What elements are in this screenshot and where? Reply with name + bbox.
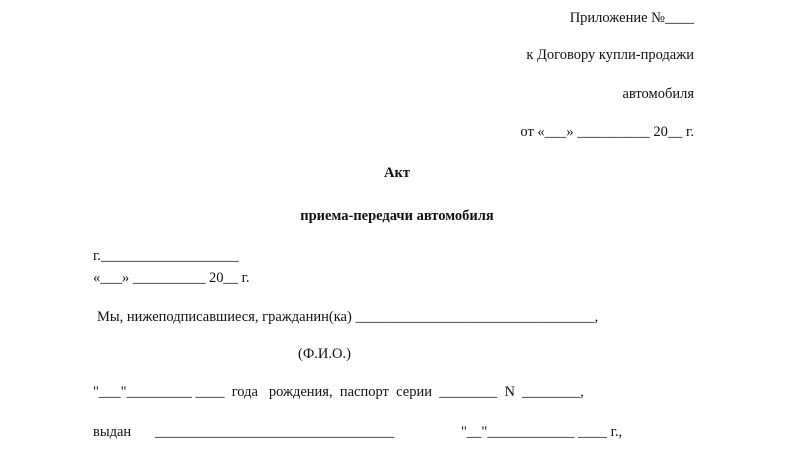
appendix-number: Приложение №____ xyxy=(569,10,694,26)
contract-subject: автомобиля xyxy=(622,86,694,102)
issued-date-field: "__"____________ ____ г., xyxy=(461,424,623,440)
intro-sentence: Мы, нижеподписавшиеся, гражданин(ка) _________________________________, xyxy=(97,309,599,325)
act-date-field: «___» __________ 20__ г. xyxy=(93,270,250,286)
issued-by-field: _________________________________ xyxy=(155,424,395,440)
contract-date: от «___» __________ 20__ г. xyxy=(520,124,694,140)
document-title: Акт xyxy=(384,165,410,181)
city-field: г.___________________ xyxy=(93,248,239,264)
birth-passport-line: "___"_________ ____ года рождения, паспорт серии ________ N ________, xyxy=(93,384,584,400)
document-subtitle: приема-передачи автомобиля xyxy=(300,208,494,224)
issued-label: выдан xyxy=(93,424,132,440)
fio-hint: (Ф.И.О.) xyxy=(298,346,351,362)
contract-reference: к Договору купли-продажи xyxy=(526,47,694,63)
